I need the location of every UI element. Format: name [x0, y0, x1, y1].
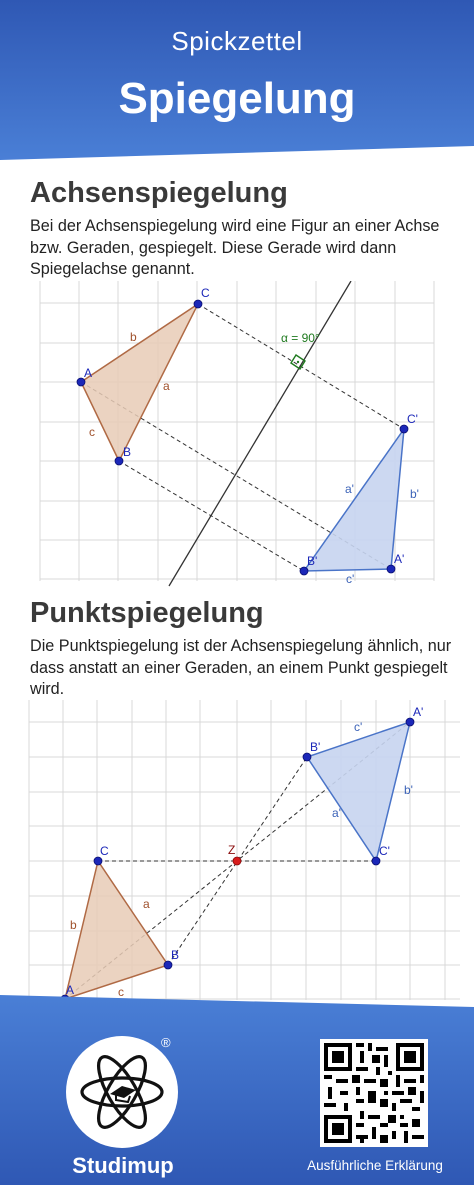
section-heading-punktspiegelung: Punktspiegelung	[30, 597, 264, 629]
qr-code-icon[interactable]	[320, 1039, 428, 1147]
mirrored-triangle	[304, 429, 404, 571]
label-a-prime: A'	[413, 705, 424, 719]
point-a-prime	[387, 565, 395, 573]
label-c-prime: C'	[407, 412, 418, 426]
page-title: Spiegelung	[118, 74, 356, 123]
side-b-prime: b'	[404, 783, 413, 797]
point-c	[94, 857, 102, 865]
point-b-prime	[300, 567, 308, 575]
side-c: c	[118, 985, 124, 999]
point-c-prime	[372, 857, 380, 865]
side-c-prime: c'	[354, 720, 363, 734]
point-b-prime	[303, 753, 311, 761]
original-triangle	[65, 861, 168, 999]
angle-label: α = 90°	[281, 331, 320, 345]
side-b: b	[130, 330, 137, 344]
side-b: b	[70, 918, 77, 932]
section-text-punktspiegelung: Die Punktspiegelung ist der Achsenspiegelung ähnlich, nur dass anstatt an einer Geraden, an einem Punkt gespiegelt wird.	[30, 637, 452, 698]
header-kicker: Spickzettel	[171, 26, 303, 56]
section-heading-achsenspiegelung: Achsenspiegelung	[30, 177, 288, 209]
side-a: a	[163, 379, 170, 393]
label-z: Z	[228, 843, 236, 857]
label-c-prime: C'	[379, 844, 390, 858]
side-b-prime: b'	[410, 487, 419, 501]
brand-name: Studimup	[72, 1153, 174, 1178]
label-b-prime: B'	[307, 554, 318, 568]
detailed-explanation-link[interactable]: Ausführliche Erklärung	[307, 1158, 443, 1173]
label-c: C	[201, 286, 210, 300]
point-b	[115, 457, 123, 465]
label-a-prime: A'	[394, 552, 405, 566]
point-b	[164, 961, 172, 969]
side-a-prime: a'	[332, 806, 341, 820]
section-text-achsenspiegelung: Bei der Achsenspiegelung wird eine Figur an einer Achse bzw. Geraden, gespiegelt. Diese Gerade wird dann Spiegelachse genannt.	[30, 217, 440, 278]
point-c	[194, 300, 202, 308]
point-c-prime	[400, 425, 408, 433]
center-point-z	[233, 857, 241, 865]
figure-achsenspiegelung	[0, 281, 474, 589]
label-c: C	[100, 844, 109, 858]
figure-punktspiegelung	[0, 700, 474, 1010]
side-c: c	[89, 425, 95, 439]
point-a-prime	[406, 718, 414, 726]
label-b: B	[123, 445, 132, 459]
atom-logo-icon	[64, 1034, 180, 1150]
label-b: B	[171, 948, 180, 962]
registered-mark: ®	[161, 1035, 171, 1050]
label-b-prime: B'	[310, 740, 321, 754]
label-a: A	[66, 983, 75, 997]
label-a: A	[84, 366, 93, 380]
side-a-prime: a'	[345, 482, 354, 496]
side-a: a	[143, 897, 150, 911]
side-c-prime: c'	[346, 572, 355, 586]
right-angle-marker	[281, 331, 320, 369]
